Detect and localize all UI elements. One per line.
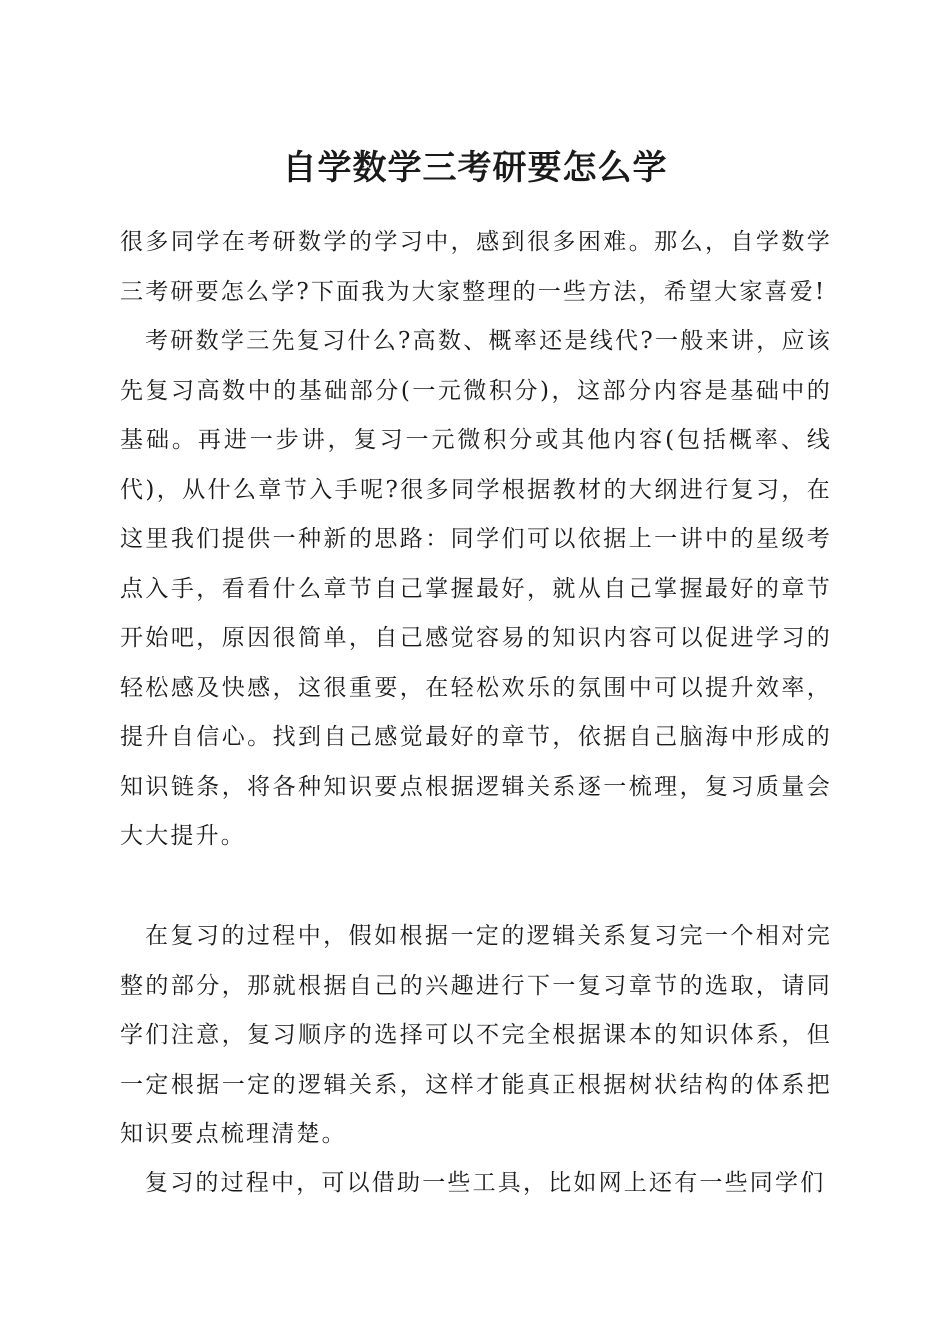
body-paragraph-tools: 复习的过程中，可以借助一些工具，比如网上还有一些同学们 bbox=[145, 1170, 826, 1196]
body-paragraph-review-order: 考研数学三先复习什么?高数、概率还是线代?一般来讲，应该先复习高数中的基础部分(一元微积分)，这部分内容是基础中的基础。再进一步讲，复习一元微积分或其他内容(包括概率、线代)，从什么章节入手呢?很多同学根据教材的大纲进行复习，在这里我们提供一种新的思路：同学们可以依据上一讲中的星级考点入手，看看什么章节自己掌握最好，就从自己掌握最好的章节开始吧，原因很简单，自己感觉容易的知识内容可以促进学习的轻松感及快感，这很重要，在轻松欢乐的氛围中可以提升效率，提升自信心。找到自己感觉最好的章节，依据自己脑海中形成的知识链条，将各种知识要点根据逻辑关系逐一梳理，复习质量会大大提升。 bbox=[120, 328, 832, 849]
intro-paragraph: 很多同学在考研数学的学习中，感到很多困难。那么，自学数学三考研要怎么学?下面我为大家整理的一些方法，希望大家喜爱! bbox=[120, 229, 832, 305]
body-paragraph-logic-order: 在复习的过程中，假如根据一定的逻辑关系复习完一个相对完整的部分，那就根据自己的兴趣进行下一复习章节的选取，请同学们注意，复习顺序的选择可以不完全根据课本的知识体系，但一定根据一定的逻辑关系，这样才能真正根据树状结构的体系把知识要点梳理清楚。 bbox=[120, 923, 832, 1147]
document-title: 自学数学三考研要怎么学 bbox=[282, 148, 668, 188]
